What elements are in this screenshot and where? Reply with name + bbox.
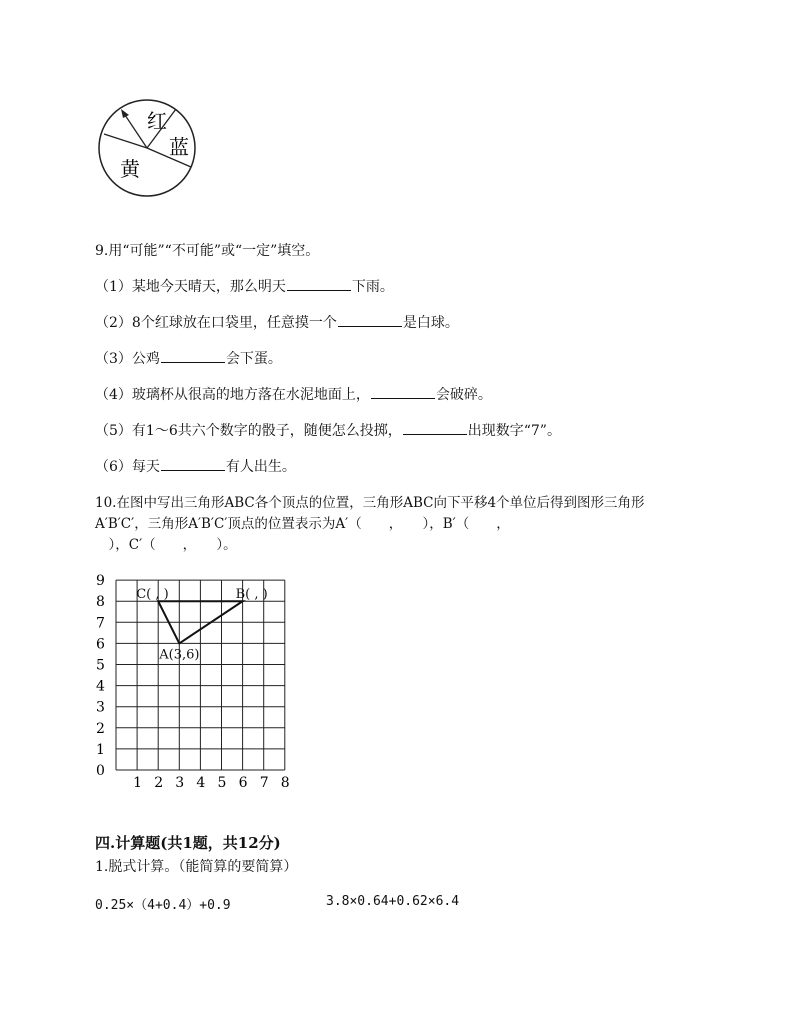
q9-item-5-pre: （5）有1～6共六个数字的骰子，随便怎么投掷，	[95, 423, 402, 439]
x-tick-label: 1	[133, 775, 143, 790]
y-tick-label: 5	[96, 657, 105, 674]
answer-blank[interactable]	[287, 278, 351, 291]
q9-item-3-pre: （3）公鸡	[95, 351, 160, 367]
coordinate-grid	[90, 565, 300, 790]
section-4-q1: 1.脱式计算。（能简算的要简算）	[95, 859, 298, 875]
q9-item-5	[95, 422, 561, 440]
expression-1: 0.25×（4+0.4）+0.9	[95, 898, 231, 913]
vertex-label-b: B( , )	[235, 587, 268, 603]
x-tick-label: 3	[175, 775, 185, 790]
q10-line-3: ），C′（ ， ）。	[95, 537, 237, 553]
x-tick-label: 4	[196, 775, 206, 790]
x-tick-label: 8	[280, 775, 290, 790]
q9-item-4	[95, 386, 492, 404]
q10-line-2: A′B′C′，三角形A′B′C′顶点的位置表示为A′（ ， ），B′（ ，	[95, 516, 510, 532]
x-tick-label: 6	[238, 775, 248, 790]
q9-item-1	[95, 278, 394, 296]
answer-blank[interactable]	[161, 458, 225, 471]
answer-blank[interactable]	[338, 314, 402, 327]
y-tick-label: 2	[96, 720, 105, 737]
q9-item-3-post: 会下蛋。	[225, 351, 282, 367]
y-tick-label: 0	[96, 763, 105, 779]
section-4-title: 四.计算题(共1题，共12分)	[95, 834, 281, 852]
pointer-arrow-icon	[121, 109, 129, 118]
x-tick-label: 5	[217, 775, 227, 790]
q9-item-5-post: 出现数字“7”。	[467, 423, 561, 439]
q9-item-6-pre: （6）每天	[95, 459, 160, 475]
spinner-label-yellow: 黄	[120, 157, 140, 181]
q9-item-6-post: 有人出生。	[225, 459, 296, 475]
spinner-label-red: 红	[147, 109, 167, 133]
y-tick-label: 3	[96, 699, 105, 716]
vertex-label-c: C( , )	[136, 587, 169, 603]
y-tick-label: 1	[96, 741, 105, 758]
q10-line-1: 10.在图中写出三角形ABC各个顶点的位置，三角形ABC向下平移4个单位后得到图形三角形	[95, 495, 645, 511]
y-tick-label: 7	[96, 615, 105, 632]
answer-blank[interactable]	[403, 422, 467, 435]
q9-item-3	[95, 350, 282, 368]
vertex-label-a: A(3,6)	[159, 647, 200, 663]
x-tick-label: 7	[259, 775, 269, 790]
q9-item-2-post: 是白球。	[402, 315, 459, 331]
q9-item-1-post: 下雨。	[351, 279, 394, 295]
spinner-figure	[96, 98, 200, 202]
q9-item-4-post: 会破碎。	[435, 387, 492, 403]
expression-2: 3.8×0.64+0.62×6.4	[326, 894, 460, 909]
q9-item-2	[95, 314, 459, 332]
x-tick-label: 2	[154, 775, 164, 790]
answer-blank[interactable]	[161, 350, 225, 363]
q9-item-2-pre: （2）8个红球放在口袋里，任意摸一个	[95, 315, 337, 331]
y-tick-label: 4	[96, 678, 105, 695]
spinner-label-blue: 蓝	[169, 135, 189, 159]
answer-blank[interactable]	[371, 386, 435, 399]
y-tick-label: 8	[96, 594, 105, 611]
q9-item-6	[95, 458, 296, 476]
y-tick-label: 9	[96, 573, 105, 590]
q9-title: 9.用“可能”“不可能”或“一定”填空。	[95, 243, 320, 259]
q9-item-1-pre: （1）某地今天晴天，那么明天	[95, 279, 286, 295]
y-tick-label: 6	[96, 636, 105, 653]
q9-item-4-pre: （4）玻璃杯从很高的地方落在水泥地面上，	[95, 387, 370, 403]
